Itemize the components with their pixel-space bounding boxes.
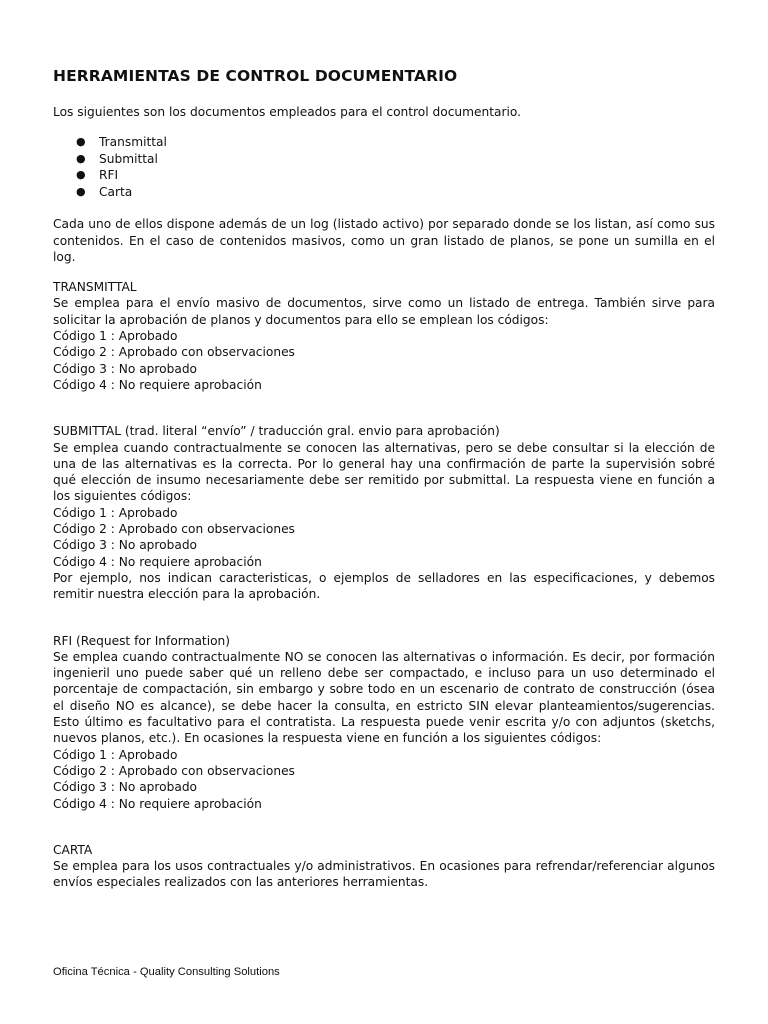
code-item: Código 1 : Aprobado bbox=[53, 505, 178, 520]
list-item: ● Carta bbox=[76, 184, 133, 199]
code-item: Código 2 : Aprobado con observaciones bbox=[53, 345, 295, 360]
code-item: Código 3 : No aprobado bbox=[53, 538, 198, 553]
intro-paragraph: Los siguientes son los documentos empleados para el control documentario. bbox=[53, 105, 521, 119]
code-item: Código 1 : Aprobado bbox=[53, 329, 178, 344]
bullet-icon: ● bbox=[76, 168, 86, 182]
bullet-icon: ● bbox=[76, 135, 86, 149]
log-paragraph: Cada uno de ellos dispone además de un log (listado activo) por separado donde se los listan, así como sus contenidos. En el caso de contenidos masivos, como un gran listado de planos, se pone un sumilla en el log. bbox=[53, 217, 715, 264]
code-item: Código 4 : No requiere aprobación bbox=[53, 377, 262, 392]
page-footer: Oficina Técnica - Quality Consulting Solutions bbox=[53, 966, 280, 978]
bullet-icon: ● bbox=[76, 151, 86, 165]
section-heading: RFI (Request for Information) bbox=[53, 633, 231, 648]
code-item: Código 4 : No requiere aprobación bbox=[53, 554, 262, 569]
code-list bbox=[53, 747, 715, 812]
section-body: Se emplea cuando contractualmente NO se conocen las alternativas o información. Es decir, por formación ingenieril uno puede saber qué un relleno debe ser compactado, e incluso para un uso determinado el porcentaje de compactación, sin embargo y sobre todo en un escenario de contrato de construcción (ósea el diseño NO es alcance), se debe hacer la consulta, en estricto SIN elevar planteamientos/sugerencias. Esto último es facultativo para el contratista. La respuesta puede venir escrita y/o con adjuntos (sketchs, nuevos planos, etc.). En ocasiones la respuesta viene en función a los siguientes códigos: bbox=[53, 649, 715, 746]
section-heading: SUBMITTAL (trad. literal “envío” / traducción gral. envio para aprobación) bbox=[53, 424, 500, 439]
section-heading: TRANSMITTAL bbox=[53, 280, 137, 295]
list-item: ● Transmittal bbox=[76, 135, 167, 150]
list-item: ● Submittal bbox=[76, 151, 158, 166]
page-title: HERRAMIENTAS DE CONTROL DOCUMENTARIO bbox=[53, 67, 458, 85]
list-item: ● RFI bbox=[76, 168, 119, 183]
section-body: Se emplea cuando contractualmente se conocen las alternativas, pero se debe consultar si la elección de una de las alternativas es la correcta. Por lo general hay una confirmación de parte la supervisión sobré qué elección de insumo necesariamente debe ser remitido por submittal. La respuesta viene en función a los siguientes códigos: bbox=[53, 440, 715, 504]
code-list bbox=[53, 328, 715, 393]
section-body: Se emplea para el envío masivo de documentos, sirve como un listado de entrega. También sirve para solicitar la aprobación de planos y documentos para ello se emplean los códigos: bbox=[53, 296, 715, 327]
rfi-section bbox=[53, 633, 715, 812]
code-item: Código 4 : No requiere aprobación bbox=[53, 796, 262, 811]
code-item: Código 3 : No aprobado bbox=[53, 361, 198, 376]
transmittal-section bbox=[53, 279, 715, 393]
section-heading: CARTA bbox=[53, 842, 93, 857]
code-item: Código 2 : Aprobado con observaciones bbox=[53, 763, 295, 778]
code-list bbox=[53, 505, 715, 570]
carta-section bbox=[53, 842, 715, 891]
section-body: Se emplea para los usos contractuales y/o administrativos. En ocasiones para refrendar/referenciar algunos envíos especiales realizados con las anteriores herramientas. bbox=[53, 859, 715, 890]
document-page bbox=[53, 66, 715, 891]
document-types-list bbox=[53, 134, 715, 200]
submittal-section bbox=[53, 423, 715, 602]
bullet-icon: ● bbox=[76, 184, 86, 198]
code-item: Código 3 : No aprobado bbox=[53, 780, 198, 795]
example-paragraph: Por ejemplo, nos indican caracteristicas, o ejemplos de selladores en las especificaciones, y debemos remitir nuestra elección para la aprobación. bbox=[53, 570, 715, 602]
code-item: Código 2 : Aprobado con observaciones bbox=[53, 522, 295, 537]
code-item: Código 1 : Aprobado bbox=[53, 747, 178, 762]
